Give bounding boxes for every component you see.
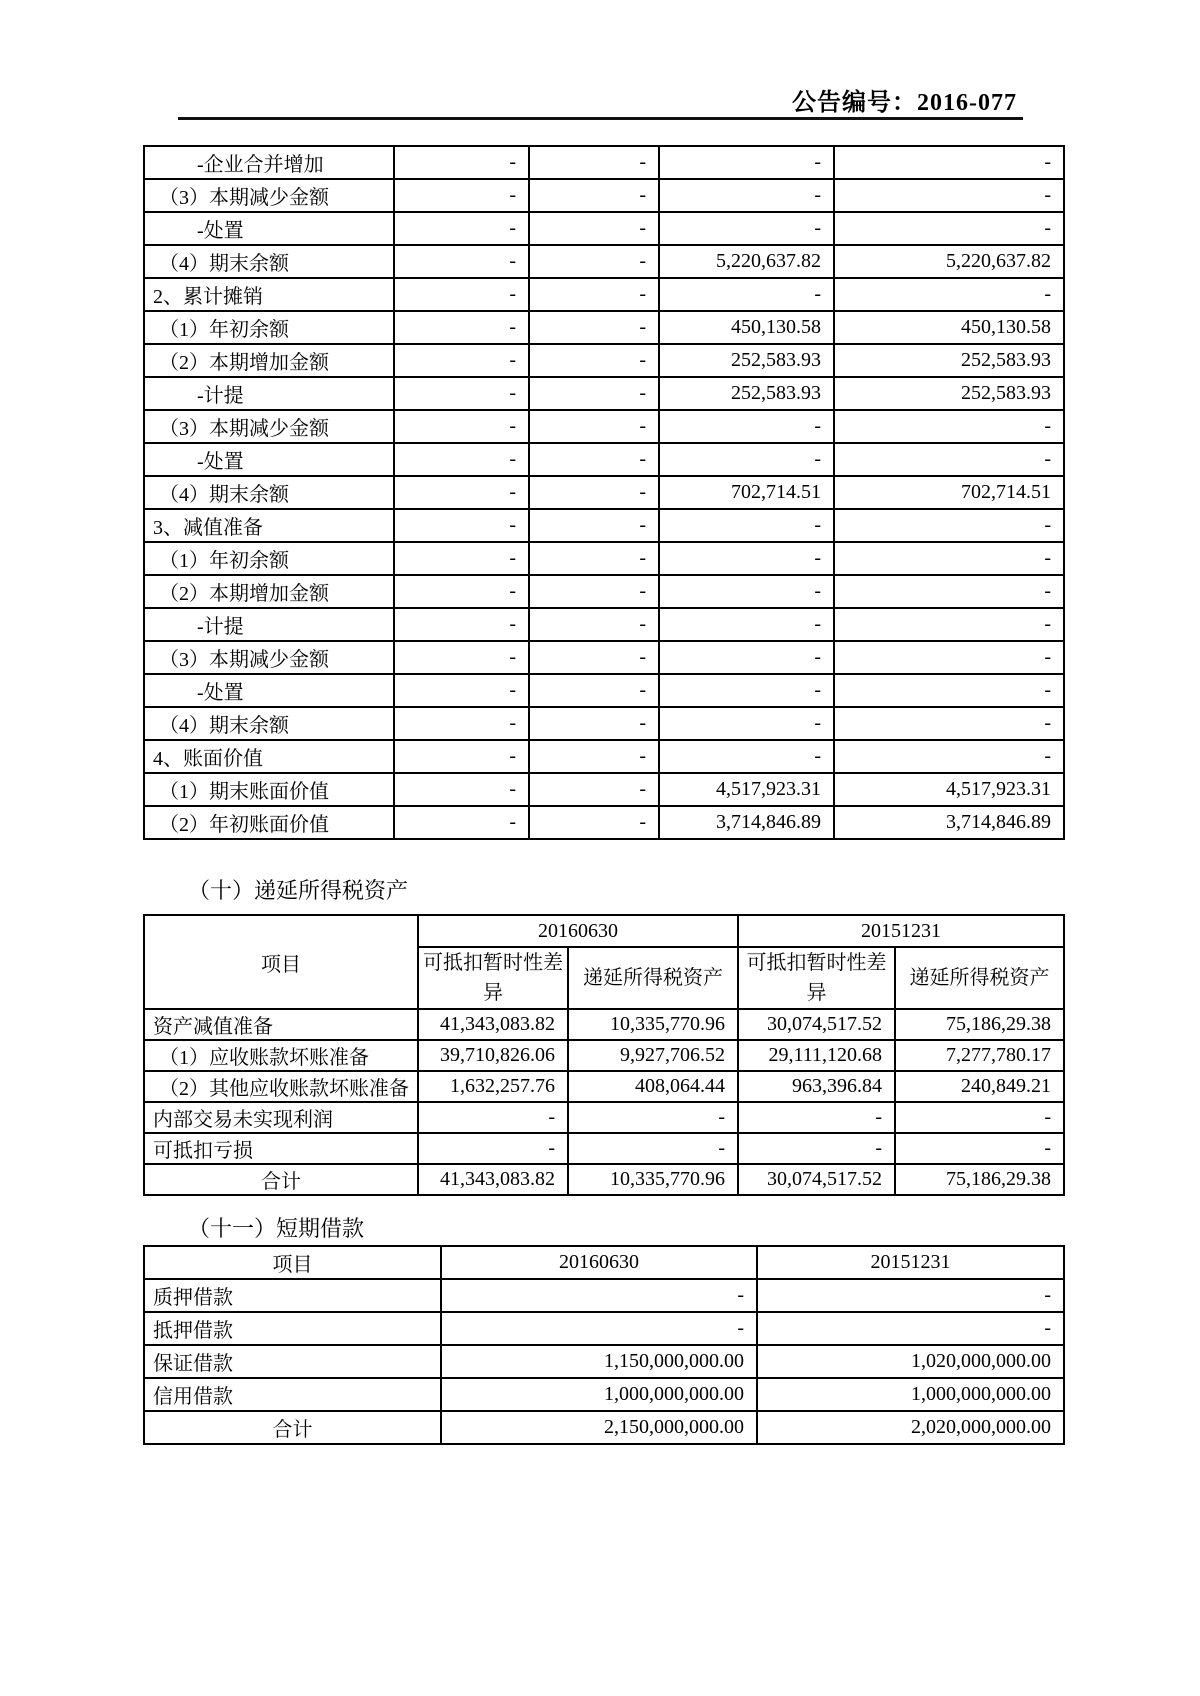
intangible-assets-amortization-table: [143, 145, 1065, 840]
value-cell: -: [738, 1133, 895, 1164]
value-cell: -: [659, 707, 834, 740]
table-row: [144, 410, 1064, 443]
table-row: [144, 278, 1064, 311]
row-label: （1）应收账款坏账准备: [144, 1040, 418, 1071]
value-cell: -: [895, 1133, 1064, 1164]
value-cell: -: [834, 641, 1064, 674]
value-cell: -: [834, 608, 1064, 641]
col-header-period-20160630: 20160630: [418, 915, 738, 947]
table-row: [144, 1279, 1064, 1312]
value-cell: -: [529, 443, 659, 476]
table-header-row: [144, 1246, 1064, 1279]
value-cell: -: [394, 344, 529, 377]
table-row: [144, 1102, 1064, 1133]
table-row: [144, 608, 1064, 641]
value-cell: 29,111,120.68: [738, 1040, 895, 1071]
value-cell: -: [834, 278, 1064, 311]
value-cell: -: [659, 410, 834, 443]
value-cell: -: [659, 641, 834, 674]
value-cell: -: [659, 179, 834, 212]
value-cell: -: [895, 1102, 1064, 1133]
col-header-item: 项目: [144, 1246, 441, 1279]
value-cell: 450,130.58: [659, 311, 834, 344]
row-label: 抵押借款: [144, 1312, 441, 1345]
table-row: [144, 641, 1064, 674]
table-header-row: [144, 915, 1064, 947]
table-row: [144, 1345, 1064, 1378]
value-cell: -: [394, 443, 529, 476]
doc-number: 公告编号：2016-077: [792, 90, 1017, 116]
value-cell: 1,000,000,000.00: [441, 1378, 757, 1411]
value-cell: -: [529, 311, 659, 344]
value-cell: 252,583.93: [659, 344, 834, 377]
value-cell: -: [529, 509, 659, 542]
value-cell: -: [568, 1102, 738, 1133]
table-row: [144, 509, 1064, 542]
row-label: 保证借款: [144, 1345, 441, 1378]
col-header-deferred-asset-2015: 递延所得税资产: [895, 947, 1064, 1009]
value-cell: -: [418, 1133, 568, 1164]
row-label: -处置: [144, 212, 394, 245]
table-row: [144, 377, 1064, 410]
value-cell: 408,064.44: [568, 1071, 738, 1102]
value-cell: -: [834, 212, 1064, 245]
value-cell: 2,020,000,000.00: [757, 1411, 1064, 1444]
table-row: [144, 1164, 1064, 1195]
value-cell: -: [394, 707, 529, 740]
row-label: 合计: [144, 1411, 441, 1444]
value-cell: -: [568, 1133, 738, 1164]
table-row: [144, 773, 1064, 806]
value-cell: 450,130.58: [834, 311, 1064, 344]
value-cell: -: [394, 179, 529, 212]
row-label: -企业合并增加: [144, 146, 394, 179]
col-header-deductible-diff-2016: 可抵扣暂时性差异: [418, 947, 568, 1009]
value-cell: -: [529, 542, 659, 575]
header-rule: [178, 117, 1023, 120]
value-cell: -: [529, 806, 659, 839]
value-cell: -: [529, 773, 659, 806]
row-label: 4、账面价值: [144, 740, 394, 773]
value-cell: 2,150,000,000.00: [441, 1411, 757, 1444]
row-label: -计提: [144, 377, 394, 410]
table-row: [144, 311, 1064, 344]
value-cell: 75,186,29.38: [895, 1164, 1064, 1195]
section-title-deferred-tax: （十）递延所得税资产: [188, 878, 409, 903]
value-cell: -: [834, 443, 1064, 476]
table-row: [144, 1071, 1064, 1102]
value-cell: -: [834, 707, 1064, 740]
table-row: [144, 674, 1064, 707]
value-cell: -: [659, 443, 834, 476]
value-cell: -: [834, 410, 1064, 443]
row-label: 2、累计摊销: [144, 278, 394, 311]
value-cell: -: [529, 410, 659, 443]
row-label: （4）期末余额: [144, 476, 394, 509]
value-cell: -: [394, 146, 529, 179]
table-row: [144, 1411, 1064, 1444]
value-cell: -: [394, 806, 529, 839]
value-cell: -: [834, 542, 1064, 575]
row-label: （1）年初余额: [144, 311, 394, 344]
row-label: （3）本期减少金额: [144, 641, 394, 674]
value-cell: -: [529, 212, 659, 245]
row-label: （2）年初账面价值: [144, 806, 394, 839]
row-label: 资产减值准备: [144, 1009, 418, 1040]
row-label: （2）本期增加金额: [144, 575, 394, 608]
value-cell: 39,710,826.06: [418, 1040, 568, 1071]
value-cell: -: [529, 476, 659, 509]
deferred-tax-assets-table: [143, 914, 1065, 1196]
value-cell: 1,020,000,000.00: [757, 1345, 1064, 1378]
value-cell: -: [394, 773, 529, 806]
value-cell: 5,220,637.82: [834, 245, 1064, 278]
value-cell: -: [757, 1312, 1064, 1345]
value-cell: -: [757, 1279, 1064, 1312]
row-label: （3）本期减少金额: [144, 179, 394, 212]
value-cell: 702,714.51: [834, 476, 1064, 509]
value-cell: -: [394, 311, 529, 344]
table-row: [144, 1312, 1064, 1345]
value-cell: -: [659, 575, 834, 608]
value-cell: -: [834, 674, 1064, 707]
value-cell: 7,277,780.17: [895, 1040, 1064, 1071]
value-cell: -: [834, 509, 1064, 542]
table-row: [144, 1009, 1064, 1040]
table-row: [144, 212, 1064, 245]
row-label: （4）期末余额: [144, 707, 394, 740]
value-cell: -: [529, 179, 659, 212]
value-cell: -: [394, 641, 529, 674]
row-label: 质押借款: [144, 1279, 441, 1312]
value-cell: -: [529, 278, 659, 311]
value-cell: -: [394, 674, 529, 707]
value-cell: 252,583.93: [659, 377, 834, 410]
value-cell: -: [529, 707, 659, 740]
value-cell: 41,343,083.82: [418, 1009, 568, 1040]
value-cell: -: [659, 146, 834, 179]
value-cell: -: [394, 278, 529, 311]
value-cell: 252,583.93: [834, 344, 1064, 377]
value-cell: 5,220,637.82: [659, 245, 834, 278]
value-cell: 4,517,923.31: [659, 773, 834, 806]
value-cell: -: [394, 740, 529, 773]
value-cell: 30,074,517.52: [738, 1009, 895, 1040]
value-cell: -: [659, 212, 834, 245]
value-cell: 10,335,770.96: [568, 1009, 738, 1040]
value-cell: -: [659, 740, 834, 773]
value-cell: -: [529, 674, 659, 707]
value-cell: -: [834, 740, 1064, 773]
value-cell: -: [834, 179, 1064, 212]
row-label: 内部交易未实现利润: [144, 1102, 418, 1133]
value-cell: -: [659, 278, 834, 311]
value-cell: -: [394, 377, 529, 410]
value-cell: -: [659, 608, 834, 641]
table-row: [144, 1133, 1064, 1164]
value-cell: -: [738, 1102, 895, 1133]
value-cell: -: [529, 575, 659, 608]
value-cell: -: [394, 476, 529, 509]
table-row: [144, 542, 1064, 575]
value-cell: 30,074,517.52: [738, 1164, 895, 1195]
table-row: [144, 575, 1064, 608]
table-row: [144, 245, 1064, 278]
value-cell: -: [659, 542, 834, 575]
value-cell: 252,583.93: [834, 377, 1064, 410]
table-row: [144, 1378, 1064, 1411]
value-cell: -: [834, 575, 1064, 608]
table-row: [144, 179, 1064, 212]
row-label: （3）本期减少金额: [144, 410, 394, 443]
value-cell: -: [529, 344, 659, 377]
value-cell: -: [394, 575, 529, 608]
value-cell: 41,343,083.82: [418, 1164, 568, 1195]
row-label: -计提: [144, 608, 394, 641]
row-label: （2）其他应收账款坏账准备: [144, 1071, 418, 1102]
col-header-period-20160630: 20160630: [441, 1246, 757, 1279]
col-header-deductible-diff-2015: 可抵扣暂时性差异: [738, 947, 895, 1009]
value-cell: -: [441, 1312, 757, 1345]
value-cell: -: [529, 608, 659, 641]
value-cell: 4,517,923.31: [834, 773, 1064, 806]
value-cell: -: [529, 740, 659, 773]
value-cell: -: [834, 146, 1064, 179]
value-cell: 10,335,770.96: [568, 1164, 738, 1195]
table-row: [144, 443, 1064, 476]
value-cell: 240,849.21: [895, 1071, 1064, 1102]
row-label: 合计: [144, 1164, 418, 1195]
table-row: [144, 806, 1064, 839]
table-row: [144, 344, 1064, 377]
col-header-deferred-asset-2016: 递延所得税资产: [568, 947, 738, 1009]
value-cell: 1,000,000,000.00: [757, 1378, 1064, 1411]
value-cell: -: [659, 509, 834, 542]
col-header-period-20151231: 20151231: [738, 915, 1064, 947]
row-label: （2）本期增加金额: [144, 344, 394, 377]
row-label: （1）期末账面价值: [144, 773, 394, 806]
value-cell: 702,714.51: [659, 476, 834, 509]
col-header-period-20151231: 20151231: [757, 1246, 1064, 1279]
value-cell: -: [394, 245, 529, 278]
table-row: [144, 476, 1064, 509]
value-cell: -: [529, 146, 659, 179]
value-cell: 9,927,706.52: [568, 1040, 738, 1071]
row-label: 可抵扣亏损: [144, 1133, 418, 1164]
table-row: [144, 146, 1064, 179]
row-label: -处置: [144, 443, 394, 476]
value-cell: -: [529, 245, 659, 278]
row-label: 3、减值准备: [144, 509, 394, 542]
value-cell: -: [394, 608, 529, 641]
value-cell: 75,186,29.38: [895, 1009, 1064, 1040]
value-cell: -: [394, 410, 529, 443]
row-label: -处置: [144, 674, 394, 707]
value-cell: -: [529, 377, 659, 410]
table-row: [144, 1040, 1064, 1071]
value-cell: 3,714,846.89: [659, 806, 834, 839]
value-cell: 1,150,000,000.00: [441, 1345, 757, 1378]
value-cell: 1,632,257.76: [418, 1071, 568, 1102]
value-cell: -: [394, 509, 529, 542]
col-header-item: 项目: [144, 915, 418, 1009]
table-row: [144, 707, 1064, 740]
row-label: （4）期末余额: [144, 245, 394, 278]
table-row: [144, 740, 1064, 773]
value-cell: -: [418, 1102, 568, 1133]
value-cell: -: [441, 1279, 757, 1312]
short-term-loans-table: [143, 1245, 1065, 1445]
section-title-short-term-loans: （十一）短期借款: [188, 1216, 365, 1241]
value-cell: -: [529, 641, 659, 674]
row-label: 信用借款: [144, 1378, 441, 1411]
value-cell: 3,714,846.89: [834, 806, 1064, 839]
value-cell: -: [394, 212, 529, 245]
value-cell: -: [659, 674, 834, 707]
value-cell: 963,396.84: [738, 1071, 895, 1102]
row-label: （1）年初余额: [144, 542, 394, 575]
value-cell: -: [394, 542, 529, 575]
